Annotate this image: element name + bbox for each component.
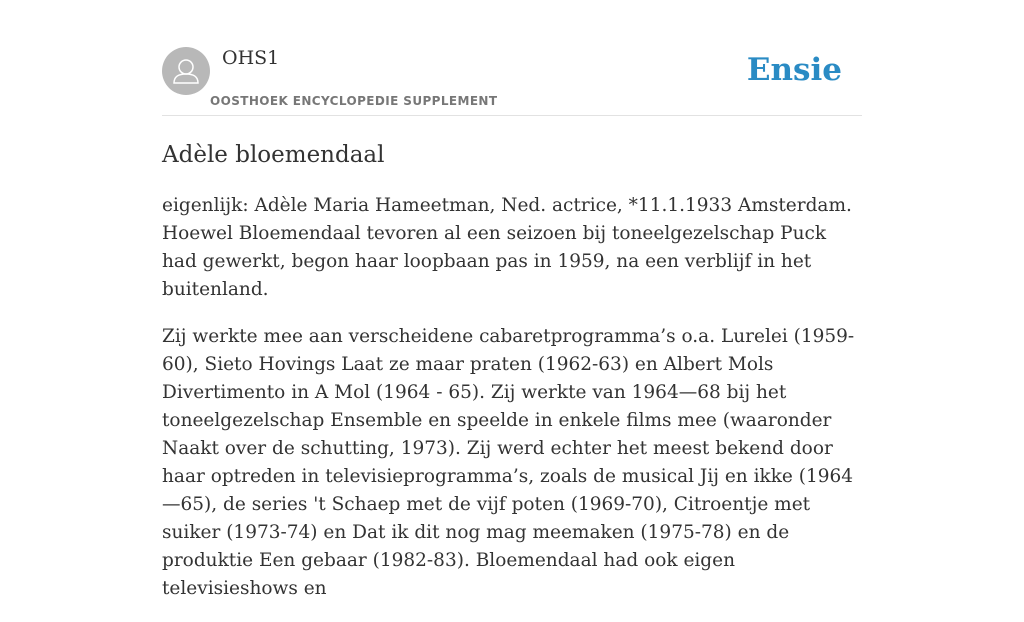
author-name[interactable]: OHS1	[222, 47, 280, 69]
brand-logo[interactable]: Ensie	[746, 52, 842, 88]
user-avatar-icon[interactable]	[162, 47, 210, 95]
article-title: Adèle bloemendaal	[162, 142, 385, 168]
article-paragraph: eigenlijk: Adèle Maria Hameetman, Ned. actrice, *11.1.1933 Amsterdam. Hoewel Bloemendaal tevoren al een seizoen bij toneelgezelschap Puck had gewerkt, begon haar loopbaan pas in 1959, na een verblijf in het buitenland.	[162, 195, 852, 300]
user-silhouette-icon	[162, 47, 210, 95]
source-label[interactable]: OOSTHOEK ENCYCLOPEDIE SUPPLEMENT	[210, 94, 498, 108]
header-divider	[162, 115, 862, 116]
article-body	[162, 192, 862, 622]
article-paragraph: Zij werkte mee aan verscheidene cabaretprogramma’s o.a. Lurelei (1959- 60), Sieto Hovings Laat ze maar praten (1962-63) en Albert Mols Divertimento in A Mol (1964 - 65). Zij werkte van 1964—68 bij het toneelgezelschap Ensemble en speelde in enkele films mee (waaronder Naakt over de schutting, 1973). Zij werd echter het meest bekend door haar optreden in televisieprogramma’s, zoals de musical Jij en ikke (1964—65), de series 't Schaep met de vijf poten (1969-70), Citroentje met suiker (1973-74) en Dat ik dit nog mag meemaken (1975-78) en de produktie Een gebaar (1982-83). Bloemendaal had ook eigen televisieshows en	[162, 326, 855, 599]
